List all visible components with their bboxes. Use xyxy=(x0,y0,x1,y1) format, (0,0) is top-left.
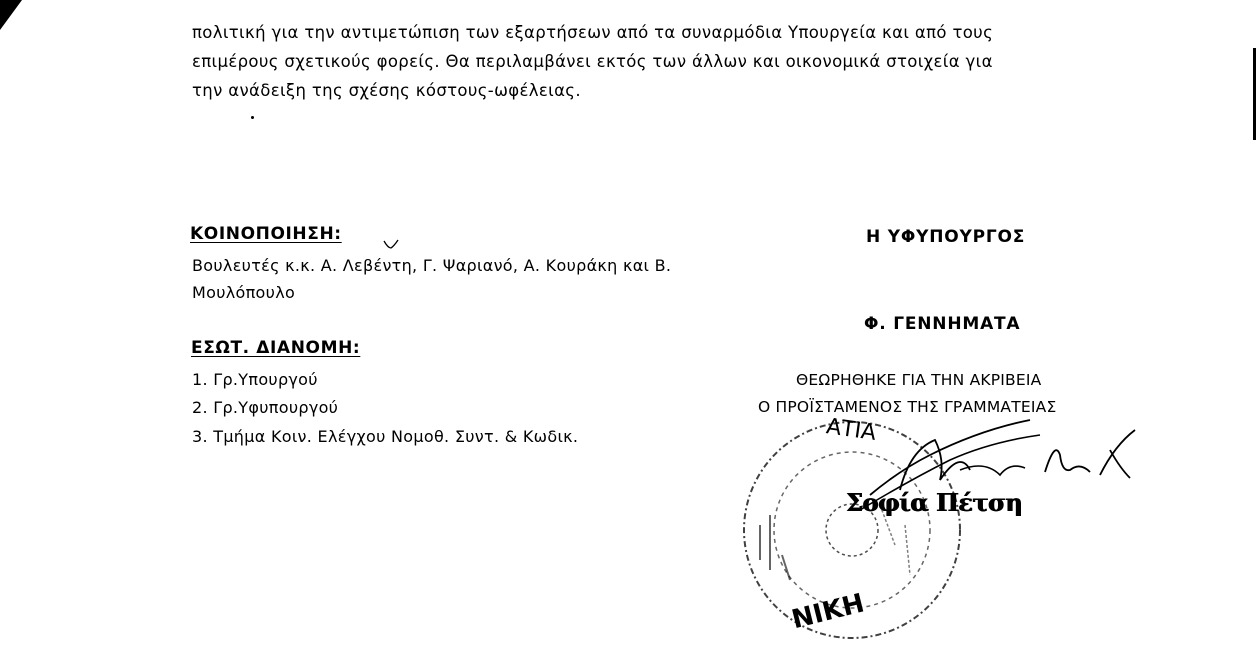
seal-text-bottom: ΝΙΚΗ xyxy=(788,588,868,636)
check-mark-icon xyxy=(383,238,399,250)
paragraph-line: την ανάδειξη της σχέσης κόστους-ωφέλειας. xyxy=(192,81,581,100)
distribution-item: 3. Τμήμα Κοιν. Ελέγχου Νομοθ. Συντ. & Κωδικ. xyxy=(192,427,579,446)
notification-recipients-line-2: Μουλόπουλο xyxy=(192,283,296,302)
seal-text-top: ΑΤΙΑ xyxy=(824,414,878,446)
distribution-item: 2. Γρ.Υφυπουργού xyxy=(192,398,339,417)
internal-distribution-heading: ΕΣΩΤ. ΔΙΑΝΟΜΗ: xyxy=(191,338,361,358)
verification-line-2: Ο ΠΡΟΪΣΤΑΜΕΝΟΣ ΤΗΣ ΓΡΑΜΜΑΤΕΙΑΣ xyxy=(758,398,1057,416)
paragraph-line: επιμέρους σχετικούς φορείς. Θα περιλαμβάνει εκτός των άλλων και οικονομικά στοιχεία για xyxy=(192,52,993,71)
scan-edge-mark xyxy=(1253,48,1256,140)
notification-heading: ΚΟΙΝΟΠΟΙΗΣΗ: xyxy=(190,224,342,244)
distribution-item: 1. Γρ.Υπουργού xyxy=(192,370,318,389)
verification-line-1: ΘΕΩΡΗΘΗΚΕ ΓΙΑ ΤΗΝ ΑΚΡΙΒΕΙΑ xyxy=(796,371,1042,389)
body-paragraph xyxy=(192,18,1072,105)
paragraph-line: πολιτική για την αντιμετώπιση των εξαρτήσεων από τα συναρμόδια Υπουργεία και από τους xyxy=(192,23,994,42)
scan-corner-mark xyxy=(0,0,22,30)
signatory-title: Η ΥΦΥΠΟΥΡΓΟΣ xyxy=(866,227,1026,247)
signatory-name: Φ. ΓΕΝΝΗΜΑΤΑ xyxy=(864,314,1021,334)
stray-dot xyxy=(251,116,254,119)
notification-recipients-line-1: Βουλευτές κ.κ. Α. Λεβέντη, Γ. Ψαριανό, Α. Κουράκη και Β. xyxy=(192,256,672,275)
stamped-official-name: Σοφία Πέτση xyxy=(846,488,1023,517)
